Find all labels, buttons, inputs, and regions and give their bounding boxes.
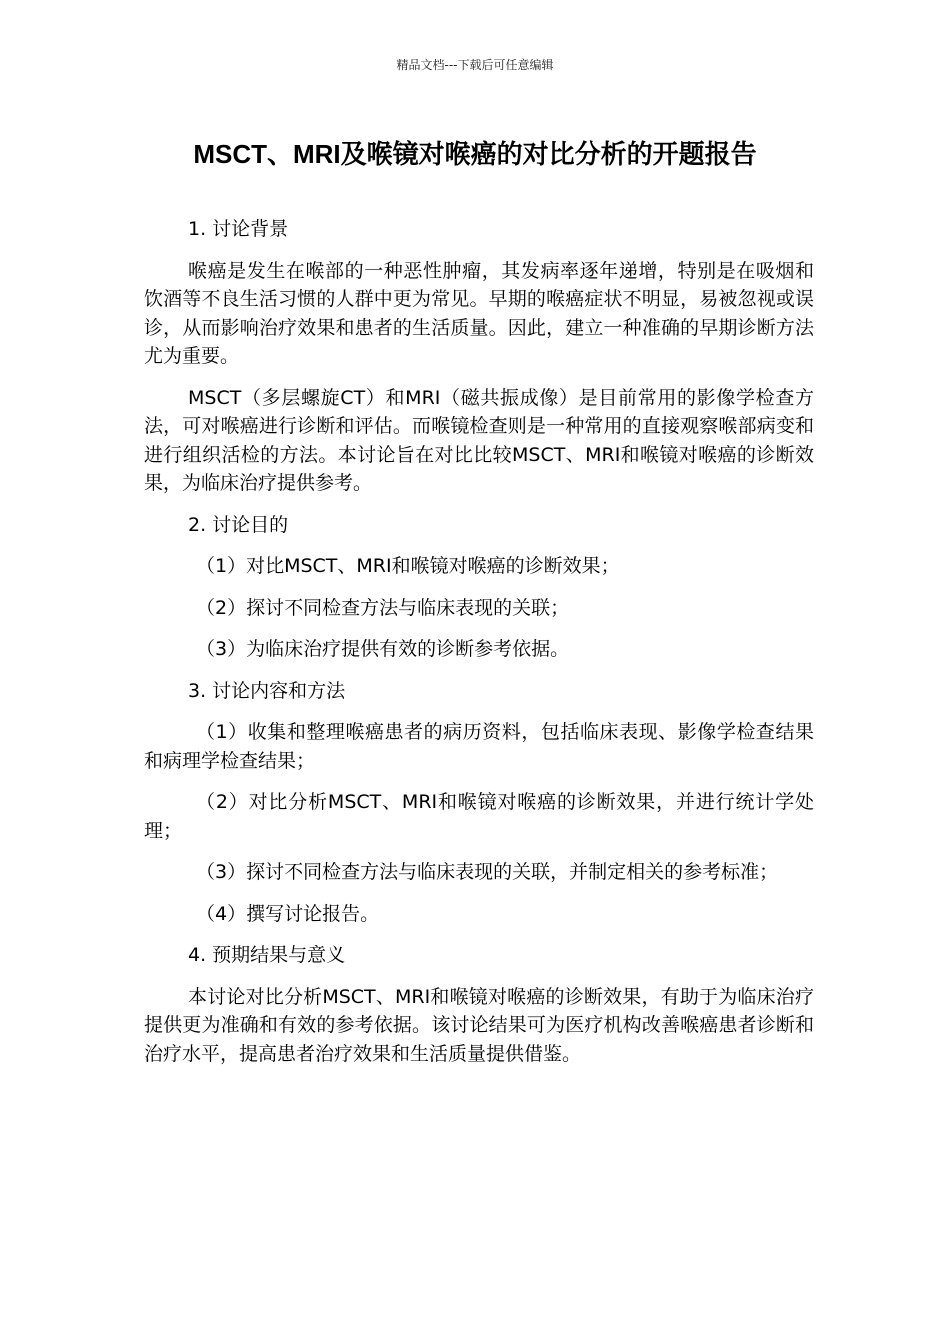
section-heading-methods: 3. 讨论内容和方法 — [188, 679, 346, 702]
methods-item-1: （1）收集和整理喉癌患者的病历资料，包括临床表现、影像学检查结果和病理学检查结果； — [144, 721, 814, 772]
purpose-item-3: （3）为临床治疗提供有效的诊断参考依据。 — [196, 638, 570, 660]
section-heading-background: 1. 讨论背景 — [188, 218, 289, 240]
purpose-item-2: （2）探讨不同检查方法与临床表现的关联； — [196, 596, 570, 619]
section-heading-purpose: 2. 讨论目的 — [188, 513, 289, 536]
document-body — [144, 215, 814, 1081]
section-heading-expected-results: 4. 预期结果与意义 — [188, 944, 346, 966]
header-note: 精品文档---下载后可任意编辑 — [396, 58, 554, 72]
page-title: MSCT、MRI及喉镜对喉癌的对比分析的开题报告 — [193, 139, 757, 169]
background-paragraph-2: MSCT（多层螺旋CT）和MRI（磁共振成像）是目前常用的影像学检查方法，可对喉癌进行诊断和评估。而喉镜检查则是一种常用的直接观察喉部病变和进行组织活检的方法。本讨论旨在对比比较MSCT、MRI和喉镜对喉癌的诊断效果，为临床治疗提供参考。 — [144, 386, 814, 494]
methods-item-2: （2）对比分析MSCT、MRI和喉镜对喉癌的诊断效果，并进行统计学处理； — [144, 791, 814, 842]
background-paragraph-1: 喉癌是发生在喉部的一种恶性肿瘤，其发病率逐年递增，特别是在吸烟和饮酒等不良生活习惯的人群中更为常见。早期的喉癌症状不明显，易被忽视或误诊，从而影响治疗效果和患者的生活质量。因此，建立一种准确的早期诊断方法尤为重要。 — [144, 259, 814, 367]
methods-item-3: （3）探讨不同检查方法与临床表现的关联，并制定相关的参考标准； — [196, 861, 779, 883]
expected-results-paragraph: 本讨论对比分析MSCT、MRI和喉镜对喉癌的诊断效果，有助于为临床治疗提供更为准确和有效的参考依据。该讨论结果可为医疗机构改善喉癌患者诊断和治疗水平，提高患者治疗效果和生活质量提供借鉴。 — [144, 985, 814, 1065]
purpose-item-1: （1）对比MSCT、MRI和喉镜对喉癌的诊断效果； — [196, 555, 620, 577]
methods-item-4: （4）撰写讨论报告。 — [196, 902, 380, 925]
